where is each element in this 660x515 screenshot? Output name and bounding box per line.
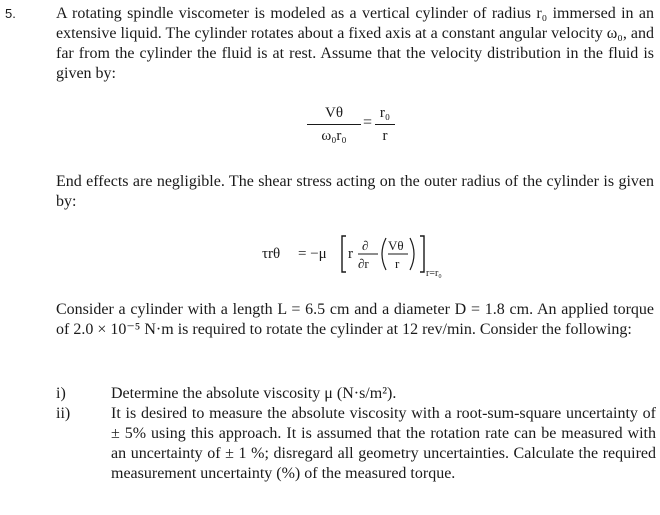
- velocity-denominator: ω₀r₀: [321, 128, 347, 144]
- list-marker: i): [56, 385, 66, 402]
- shear-stress-symbol: τrθ: [262, 246, 281, 262]
- radius-numerator: r₀: [379, 105, 391, 121]
- list-item: [56, 384, 656, 404]
- radius-ratio-fraction: [375, 104, 395, 145]
- radius-factor: r: [348, 246, 353, 262]
- question-number: 5.: [5, 6, 16, 21]
- left-paren: [382, 238, 386, 270]
- evaluation-subscript: r=r₀: [426, 268, 442, 279]
- velocity-distribution-equation: [305, 104, 415, 154]
- list-item-text: Determine the absolute viscosity μ (N·s/m²).: [111, 385, 397, 402]
- fraction-bar: [375, 124, 395, 125]
- velocity-over-r-numerator: Vθ: [388, 238, 404, 253]
- right-bracket: [420, 236, 424, 272]
- right-paren: [410, 238, 414, 270]
- velocity-over-r-denominator: r: [395, 256, 400, 271]
- problem-intro-paragraph: A rotating spindle viscometer is modeled as a vertical cylinder of radius r₀ immersed in an extensive liquid. The cylinder rotates about a fixed axis at a constant angular velocity ω₀, and far from the cylinder the fluid is at rest. Assume that the velocity distribution in the fluid is given by:: [56, 5, 654, 82]
- shear-stress-equation-graphic: [262, 228, 472, 284]
- left-bracket: [342, 236, 346, 272]
- partial-numerator: ∂: [362, 238, 369, 253]
- shear-stress-equation: [262, 228, 472, 284]
- radius-denominator: r: [382, 128, 388, 144]
- task-list: [56, 384, 656, 484]
- fraction-bar: [307, 124, 361, 125]
- shear-stress-paragraph: End effects are negligible. The shear stress acting on the outer radius of the cylinder is given by:: [56, 173, 654, 210]
- list-item-text: It is desired to measure the absolute viscosity with a root-sum-square uncertainty of ± 5% using this approach. It is assumed that the rotation rate can be measured with an uncertainty of ± 1 %; disregard all geometry uncertainties. Calculate the required measurement uncertainty (%) of the measured torque.: [111, 405, 656, 482]
- list-marker: ii): [56, 405, 71, 422]
- given-data-paragraph: Consider a cylinder with a length L = 6.5 cm and a diameter D = 1.8 cm. An applied torque of 2.0 × 10⁻⁵ N·m is required to rotate the cylinder at 12 rev/min. Consider the following:: [56, 301, 654, 338]
- velocity-numerator: Vθ: [324, 105, 344, 121]
- velocity-ratio-fraction: [307, 104, 361, 145]
- partial-denominator: ∂r: [358, 256, 369, 271]
- equals-sign: =: [363, 114, 373, 131]
- list-item: [56, 404, 656, 484]
- minus-mu: = −μ: [298, 246, 327, 262]
